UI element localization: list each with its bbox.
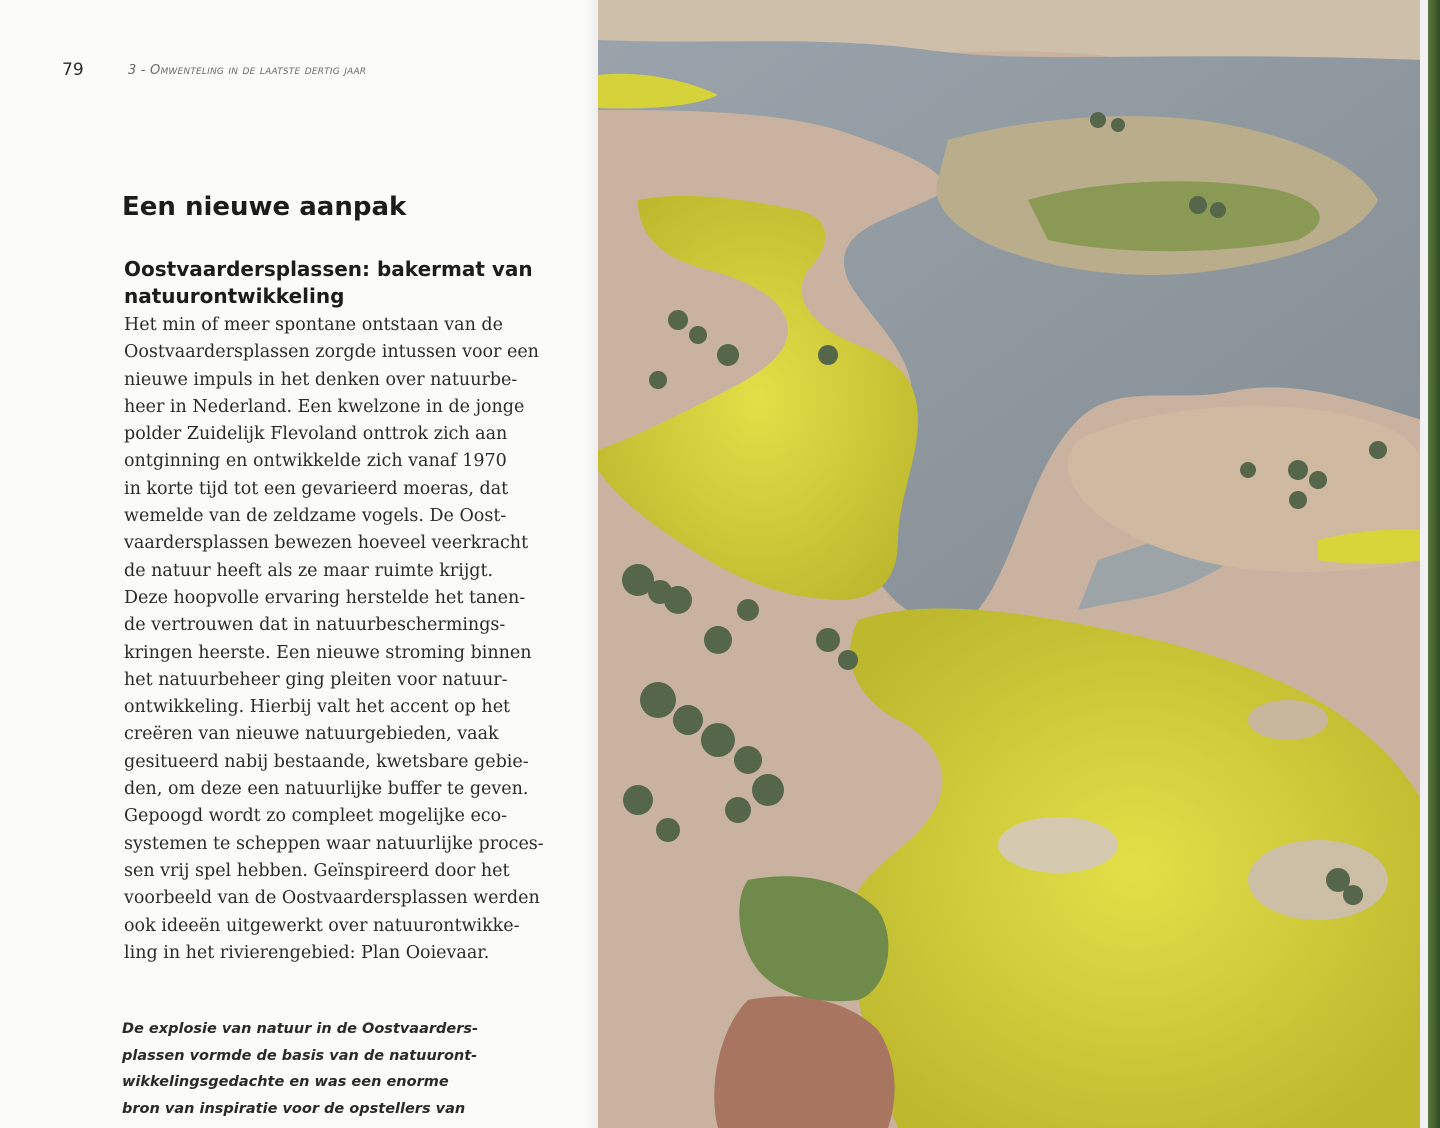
body-line: sen vrij spel hebben. Geïnspireerd door het [124, 860, 510, 881]
page-number: 79 [62, 60, 84, 80]
page-edge-strip [1420, 0, 1428, 1128]
body-line: het natuurbeheer ging pleiten voor natuur- [124, 669, 508, 690]
book-gutter [585, 0, 599, 1128]
body-line: kringen heerste. Een nieuwe stroming binnen [124, 642, 532, 663]
body-line: ontginning en ontwikkelde zich vanaf 1970 [124, 451, 507, 472]
body-line: ook ideeën uitgewerkt over natuurontwikke- [124, 915, 520, 936]
next-page-edge [1420, 0, 1440, 1128]
body-line: ontwikkeling. Hierbij valt het accent op het [124, 697, 511, 718]
body-text [124, 312, 544, 967]
body-line: vaardersplassen bewezen hoeveel veerkracht [124, 533, 529, 554]
body-line: wemelde van de zeldzame vogels. De Oost- [124, 506, 507, 527]
body-line: den, om deze een natuurlijke buffer te geven. [124, 779, 529, 800]
section-title: Een nieuwe aanpak [122, 192, 407, 222]
body-line: nieuwe impuls in het denken over natuurbe- [124, 369, 518, 390]
running-head: 3 - Omwenteling in de laatste dertig jaar [128, 63, 367, 78]
body-line: creëren van nieuwe natuurgebieden, vaak [124, 724, 499, 745]
body-line: in korte tijd tot een gevarieerd moeras, dat [124, 478, 509, 499]
left-page [0, 0, 598, 1128]
body-line: polder Zuidelijk Flevoland onttrok zich aan [124, 424, 508, 445]
body-line: Oostvaardersplassen zorgde intussen voor een [124, 342, 539, 363]
photo-caption [122, 1016, 542, 1122]
island-upper-grass [1028, 181, 1320, 251]
body-line: gesitueerd nabij bestaande, kwetsbare gebie- [124, 751, 529, 772]
subsection-title: Oostvaardersplassen: bakermat van natuurontwikkeling [124, 257, 533, 308]
body-line: heer in Nederland. Een kwelzone in de jonge [124, 396, 525, 417]
caption-line: plassen vormde de basis van de natuuront- [122, 1047, 478, 1064]
body-line: voorbeeld van de Oostvaardersplassen werden [124, 888, 540, 909]
body-line: systemen te scheppen waar natuurlijke proces- [124, 833, 544, 854]
body-line: Gepoogd wordt zo compleet mogelijke eco- [124, 806, 508, 827]
sand-patch [1248, 700, 1328, 740]
body-line: Het min of meer spontane ontstaan van de [124, 315, 503, 335]
caption-line: De explosie van natuur in de Oostvaarders- [122, 1021, 479, 1037]
sand-patch [998, 817, 1118, 873]
body-line: Deze hoopvolle ervaring herstelde het tanen- [124, 587, 526, 608]
caption-line: wikkelingsgedachte en was een enorme [122, 1074, 449, 1090]
caption-line: bron van inspiratie voor de opstellers van [122, 1100, 466, 1117]
aerial-wetland-photo [598, 0, 1422, 1128]
body-line: de natuur heeft als ze maar ruimte krijgt. [124, 560, 494, 581]
sand-patch [1248, 840, 1388, 920]
body-line: de vertrouwen dat in natuurbeschermings- [124, 615, 506, 636]
body-line: ling in het rivierengebied: Plan Ooievaar. [124, 942, 490, 963]
